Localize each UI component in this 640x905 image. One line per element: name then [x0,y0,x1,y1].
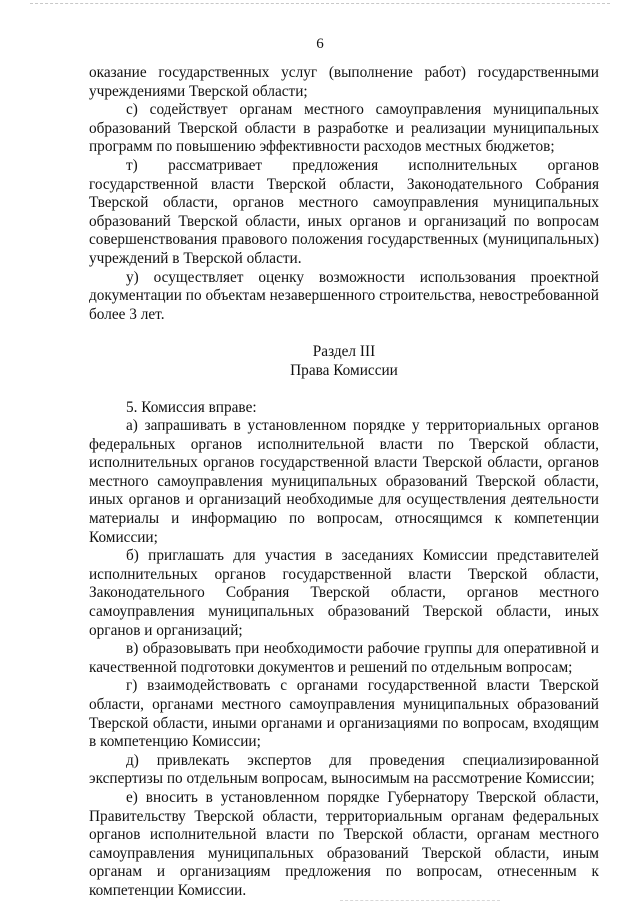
page-number: 6 [316,36,324,52]
paragraph-item-s: с) содействует органам местного самоуправления муниципальных образований Тверской области в разработке и реализации муниципальных программ по повышению эффективности расходов местных бюджетов; [89,101,599,156]
clause-item-b: б) приглашать для участия в заседаниях Комиссии представителей исполнительных органов государственной власти Тверской области, Законодательного Собрания Тверской области, органов местного самоуправления муниципальных образований Тверской области, иных органов и организаций; [89,547,599,639]
clause-item-e: е) вносить в установленном порядке Губернатору Тверской области, Правительству Тверской области, территориальным органам федеральных органов исполнительной власти по Тверской области, органам местного самоуправления муниципальных образований Тверской области, иным органам и организациям предложения по вопросам, отнесенным к компетенции Комиссии. [89,788,599,899]
clause-item-d: д) привлекать экспертов для проведения специализированной экспертизы по отдельным вопросам, выносимым на рассмотрение Комиссии; [89,751,599,788]
scan-top-edge [30,3,610,4]
clause-item-a: а) запрашивать в установленном порядке у территориальных органов федеральных органов исполнительной власти по Тверской области, исполнительных органов государственной власти Тверской области, органов местного самоуправления муниципальных образований Тверской области, иных органов и организаций необходимые для осуществления деятельности материалы и информацию по вопросам, относящимся к компетенции Комиссии; [89,417,599,546]
clause-item-g: г) взаимодействовать с органами государственной власти Тверской области, органами местного самоуправления муниципальных образований Тверской области, иными органами и организациями по вопросам, входящим в компетенцию Комиссии; [89,677,599,751]
scan-bottom-edge [340,900,500,901]
paragraph-continuation: оказание государственных услуг (выполнение работ) государственными учреждениями Тверской области; [89,64,599,100]
document-body [89,64,599,901]
paragraph-item-t: т) рассматривает предложения исполнительных органов государственной власти Тверской области, Законодательного Собрания Тверской области, органов местного самоуправления муниципальных образований Тверской области, иных органов и организаций по вопросам совершенствования правового положения государственных (муниципальных) учреждений в Тверской области. [89,156,599,267]
clause-intro: 5. Комиссия вправе: [126,398,257,416]
clause-item-v: в) образовывать при необходимости рабочие группы для оперативной и качественной подготовки документов и решений по отдельным вопросам; [89,640,599,676]
section-title: Права Комиссии [290,361,398,379]
section-number: Раздел III [312,343,376,361]
paragraph-item-u: у) осуществляет оценку возможности использования проектной документации по объектам незавершенного строительства, невостребованной более 3 лет. [89,268,599,323]
